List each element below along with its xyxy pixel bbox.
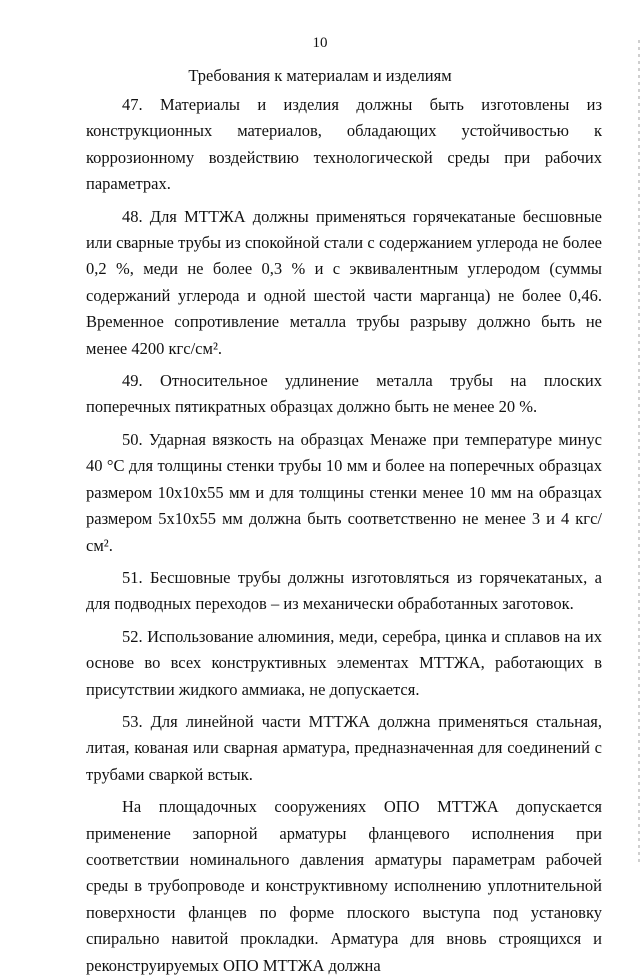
paragraph-52: 52. Использование алюминия, меди, серебра, цинка и сплавов на их основе во всех конструктивных элементах МТТЖА, работающих в присутствии жидкого аммиака, не допускается. <box>86 626 602 699</box>
paragraph-48: 48. Для МТТЖА должны применяться горячекатаные бесшовные или сварные трубы из спокойной стали с содержанием углерода не более 0,2 %, меди не более 0,3 % и с эквивалентным углеродом (суммы содержаний углерода и одной шестой части марганца) не более 0,46. Временное сопротивление металла трубы разрыву должно быть не менее 4200 кгс/см². <box>86 206 602 358</box>
page-number: 10 <box>312 35 328 51</box>
paragraph-53: 53. Для линейной части МТТЖА должна применяться стальная, литая, кованая или сварная арматура, предназначенная для соединений с трубами сваркой встык. <box>86 711 602 784</box>
paragraph-50: 50. Ударная вязкость на образцах Менаже при температуре минус 40 °С для толщины стенки трубы 10 мм и более на поперечных образцах размером 10х10х55 мм и для толщины стенки менее 10 мм на образцах размером 5х10х55 мм должна быть соответственно не менее 3 и 4 кгс/см². <box>86 429 602 555</box>
document-body <box>86 92 602 979</box>
paragraph-51: 51. Бесшовные трубы должны изготовляться из горячекатаных, а для подводных переходов – из механически обработанных заготовок. <box>86 567 602 614</box>
section-title: Требования к материалам и изделиям <box>188 66 452 85</box>
paragraph-49: 49. Относительное удлинение металла трубы на плоских поперечных пятикратных образцах должно быть не менее 20 %. <box>86 371 602 417</box>
paragraph-flange-valves: На площадочных сооружениях ОПО МТТЖА допускается применение запорной арматуры фланцевого исполнения при соответствии номинального давления арматуры параметрам рабочей среды в трубопроводе и конструктивному исполнению уплотнительной поверхности фланцев по форме плоского выступа под установку спирально навитой прокладки. Арматура для вновь строящихся и реконструируемых ОПО МТТЖА должна <box>86 797 602 975</box>
paragraph-47: 47. Материалы и изделия должны быть изготовлены из конструкционных материалов, обладающих устойчивостью к коррозионному воздействию технологической среды при рабочих параметрах. <box>86 95 602 194</box>
